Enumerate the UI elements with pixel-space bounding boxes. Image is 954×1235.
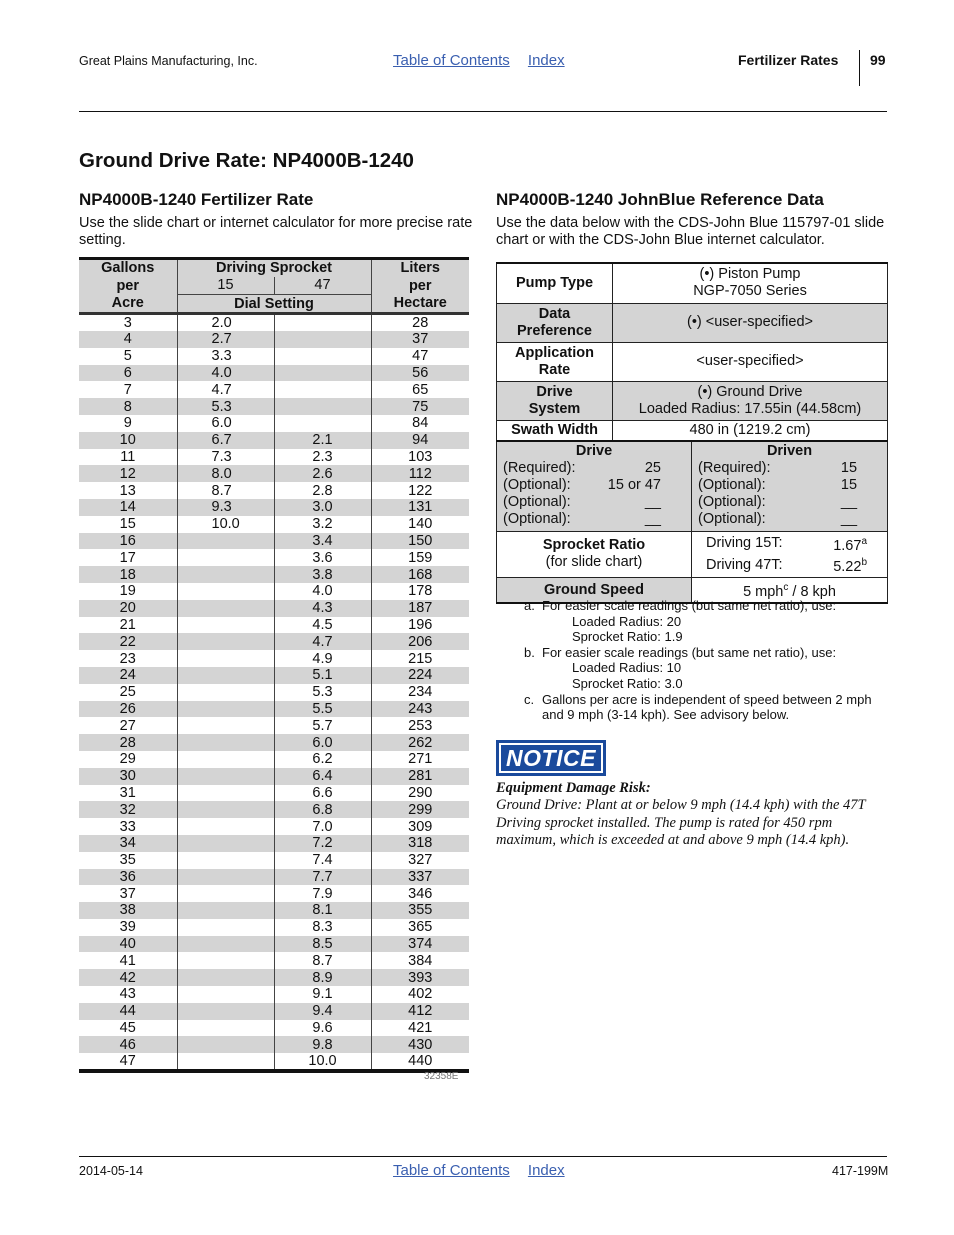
dial-15-cell: 6.0 <box>177 415 274 432</box>
dial-15-cell: 3.3 <box>177 348 274 365</box>
dial-15-cell <box>177 549 274 566</box>
dial-15-cell <box>177 869 274 886</box>
driven-row: (Required): 15 <box>698 460 881 477</box>
dial-47-cell: 7.7 <box>274 869 371 886</box>
table-row <box>79 617 469 634</box>
dial-15-cell: 10.0 <box>177 516 274 533</box>
dial-15-cell <box>177 583 274 600</box>
gallons-cell: 13 <box>79 482 177 499</box>
dial-47-cell: 9.4 <box>274 1003 371 1020</box>
gallons-cell: 10 <box>79 432 177 449</box>
dial-47-cell: 2.8 <box>274 482 371 499</box>
page-title: Ground Drive Rate: NP4000B-1240 <box>79 149 414 172</box>
table-row <box>79 533 469 550</box>
liters-cell: 28 <box>412 315 429 331</box>
gallons-cell: 43 <box>79 986 177 1003</box>
gallons-cell: 9 <box>79 415 177 432</box>
dial-47-cell: 8.3 <box>274 919 371 936</box>
notice-badge: NOTICE <box>496 740 606 776</box>
ground-speed-value: 5 mph$^c$ / 8 kph <box>692 578 888 603</box>
dial-47-cell: 10.0 <box>274 1053 371 1071</box>
liters-cell: 84 <box>412 415 429 432</box>
liters-cell: 318 <box>371 835 469 852</box>
gallons-cell: 42 <box>79 969 177 986</box>
application-rate-value: <user-specified> <box>613 342 888 381</box>
gallons-cell: 46 <box>79 1036 177 1053</box>
dial-15-cell <box>177 902 274 919</box>
dial-47-cell: 5.5 <box>274 701 371 718</box>
document-number: 417-199M <box>832 1164 889 1178</box>
dial-15-cell <box>177 734 274 751</box>
table-row <box>79 919 469 936</box>
footer-rule <box>79 1156 887 1157</box>
dial-47-cell <box>274 381 371 398</box>
dial-15-cell <box>177 600 274 617</box>
dial-47-cell: 2.3 <box>274 449 371 466</box>
dial-47-cell: 4.3 <box>274 600 371 617</box>
drive-row: (Optional): __ <box>503 511 685 528</box>
dial-47-cell <box>274 365 371 382</box>
dial-47-cell <box>274 398 371 415</box>
gallons-cell: 16 <box>79 533 177 550</box>
dial-15-cell: 4.0 <box>177 365 274 382</box>
gallons-cell: 21 <box>79 617 177 634</box>
gallons-cell: 3 <box>79 314 177 332</box>
liters-cell: 281 <box>371 768 469 785</box>
gallons-cell: 17 <box>79 549 177 566</box>
dial-15-cell <box>177 801 274 818</box>
table-row <box>79 1053 469 1071</box>
dial-47-cell: 7.2 <box>274 835 371 852</box>
dial-15-cell <box>177 751 274 768</box>
dial-47-cell: 7.4 <box>274 852 371 869</box>
dial-15-cell <box>177 818 274 835</box>
figure-id: 32358E <box>424 1071 459 1082</box>
footer-nav <box>393 1162 579 1179</box>
liters-cell: 224 <box>371 667 469 684</box>
liters-cell: 178 <box>408 583 433 600</box>
dial-15-cell: 6.7 <box>177 432 274 449</box>
liters-cell: 150 <box>371 533 469 550</box>
company-name: Great Plains Manufacturing, Inc. <box>79 54 258 68</box>
liters-cell: 94 <box>371 432 469 449</box>
table-row <box>79 952 469 969</box>
dial-15-cell: 9.3 <box>177 499 274 516</box>
table-row <box>79 465 469 482</box>
liters-cell: 365 <box>408 919 433 936</box>
dial-15-cell <box>177 533 274 550</box>
liters-cell: 290 <box>408 784 433 801</box>
liters-cell: 393 <box>371 969 469 986</box>
liters-cell: 327 <box>408 852 433 869</box>
liters-cell: 262 <box>371 734 469 751</box>
col-liters-header-2: per <box>371 277 469 295</box>
dial-47-cell: 8.9 <box>274 969 371 986</box>
dial-47-cell: 6.0 <box>274 734 371 751</box>
dial-47-cell: 5.7 <box>274 717 371 734</box>
gallons-cell: 25 <box>79 684 177 701</box>
fertilizer-rate-table <box>79 257 469 1073</box>
sprocket-15-header: 15 <box>177 277 274 295</box>
gallons-cell: 33 <box>79 818 177 835</box>
gallons-cell: 47 <box>79 1053 177 1071</box>
drive-system-value: (•) Ground Drive Loaded Radius: 17.55in (44.58cm) <box>613 381 888 420</box>
gallons-cell: 22 <box>79 633 177 650</box>
table-row <box>79 331 469 348</box>
application-rate-label: Application Rate <box>497 342 613 381</box>
drive-row: (Required): 25 <box>503 460 685 477</box>
dial-47-cell: 4.7 <box>274 633 371 650</box>
dial-47-cell: 3.6 <box>274 549 371 566</box>
col-liters-header: Liters <box>371 259 469 277</box>
table-row <box>79 869 469 886</box>
dial-47-cell: 3.4 <box>274 533 371 550</box>
gallons-cell: 4 <box>79 331 177 348</box>
gallons-cell: 45 <box>79 1020 177 1037</box>
gallons-cell: 34 <box>79 835 177 852</box>
gallons-cell: 30 <box>79 768 177 785</box>
data-preference-value: (•) <user-specified> <box>613 303 888 342</box>
dial-47-cell: 3.2 <box>274 516 371 533</box>
dial-15-cell <box>177 885 274 902</box>
liters-cell: 75 <box>371 398 469 415</box>
dial-47-cell: 2.1 <box>274 432 371 449</box>
liters-cell: 440 <box>371 1053 469 1071</box>
liters-cell: 131 <box>371 499 469 516</box>
dial-15-cell <box>177 1003 274 1020</box>
drive-sprockets-cell <box>497 441 692 531</box>
liters-cell: 412 <box>371 1003 469 1020</box>
dial-47-cell: 5.3 <box>274 684 371 701</box>
driven-row: (Optional): __ <box>698 494 881 511</box>
liters-cell: 337 <box>371 869 469 886</box>
table-footnotes <box>520 598 890 723</box>
dial-15-cell: 5.3 <box>177 398 274 415</box>
dial-15-cell <box>177 986 274 1003</box>
section-name: Fertilizer Rates <box>738 52 839 68</box>
table-row <box>79 499 469 516</box>
dial-47-cell: 3.0 <box>274 499 371 516</box>
drive-sprockets-list <box>503 460 685 528</box>
dial-47-cell: 5.1 <box>274 667 371 684</box>
sprocket-ratio-label: Sprocket Ratio (for slide chart) <box>497 531 692 578</box>
gallons-cell: 29 <box>79 751 177 768</box>
drive-title: Drive <box>575 443 613 459</box>
dial-47-cell: 4.0 <box>274 583 371 600</box>
drive-row: (Optional): 15 or 47 <box>503 477 685 494</box>
liters-cell: 112 <box>371 465 469 482</box>
liters-cell: 402 <box>408 986 433 1003</box>
sprocket-47-header: 47 <box>274 277 371 295</box>
dial-47-cell: 6.2 <box>274 751 371 768</box>
dial-15-cell <box>177 667 274 684</box>
table-row <box>79 785 469 802</box>
col-gallons-header-2: per <box>79 277 177 295</box>
driven-sprockets-list <box>698 460 881 528</box>
table-row <box>79 415 469 432</box>
liters-cell: 355 <box>371 902 469 919</box>
equipment-damage-title: Equipment Damage Risk: <box>496 780 651 796</box>
equipment-damage-body: Ground Drive: Plant at or below 9 mph (14.4 kph) with the 47T Driving sprocket installed. The pump is rated for 450 rpm maximum, which is exceeded at and above 9 mph (14.4 kph). <box>496 797 866 848</box>
dial-setting-header: Dial Setting <box>177 295 371 314</box>
reference-data-title: NP4000B-1240 JohnBlue Reference Data <box>496 190 824 209</box>
table-row <box>79 449 469 466</box>
col-gallons-header: Gallons <box>79 259 177 277</box>
footer-toc-link[interactable]: Table of Contents <box>393 1162 510 1179</box>
table-row <box>79 650 469 667</box>
table-row <box>79 583 469 600</box>
driven-title: Driven <box>766 443 813 459</box>
table-row <box>79 936 469 953</box>
liters-cell: 421 <box>408 1020 433 1037</box>
dial-47-cell: 4.5 <box>274 617 371 634</box>
gallons-cell: 28 <box>79 734 177 751</box>
table-row <box>79 701 469 718</box>
gallons-cell: 18 <box>79 566 177 583</box>
dial-15-cell <box>177 650 274 667</box>
data-preference-label: Data Preference <box>497 303 613 342</box>
swath-width-value: 480 in (1219.2 cm) <box>613 420 888 441</box>
liters-cell: 346 <box>408 885 433 902</box>
gallons-cell: 20 <box>79 600 177 617</box>
index-link[interactable]: Index <box>527 52 565 69</box>
dial-47-cell: 2.6 <box>274 465 371 482</box>
liters-cell: 384 <box>408 952 433 969</box>
gallons-cell: 5 <box>79 348 177 365</box>
gallons-cell: 41 <box>79 952 177 969</box>
dial-15-cell: 7.3 <box>177 449 274 466</box>
table-row <box>79 432 469 449</box>
dial-47-cell: 6.4 <box>274 768 371 785</box>
table-row <box>79 1036 469 1053</box>
pump-type-label: Pump Type <box>497 263 613 303</box>
gallons-cell: 36 <box>79 869 177 886</box>
liters-cell: 187 <box>371 600 469 617</box>
header-rule <box>79 111 887 112</box>
drive-row: (Optional): __ <box>503 494 685 511</box>
liters-cell: 215 <box>408 650 433 667</box>
gallons-cell: 40 <box>79 936 177 953</box>
dial-15-cell <box>177 566 274 583</box>
dial-15-cell: 2.0 <box>177 314 274 332</box>
table-row <box>79 835 469 852</box>
dial-15-cell <box>177 1036 274 1053</box>
footer-index-link[interactable]: Index <box>527 1162 565 1179</box>
table-row <box>79 482 469 499</box>
gallons-cell: 19 <box>79 583 177 600</box>
table-row <box>79 348 469 365</box>
dial-15-cell <box>177 684 274 701</box>
footnote: a. For easier scale readings (but same net ratio), use: Loaded Radius: 20 Sprocket Ratio: 1.9 <box>524 598 837 645</box>
liters-cell: 196 <box>408 616 433 633</box>
swath-width-label: Swath Width <box>497 420 613 441</box>
ground-speed-label: Ground Speed <box>497 578 692 603</box>
fertilizer-rate-intro: Use the slide chart or internet calculator for more precise rate setting. <box>79 215 473 248</box>
dial-15-cell <box>177 969 274 986</box>
dial-47-cell: 9.6 <box>274 1020 371 1037</box>
dial-15-cell <box>177 835 274 852</box>
gallons-cell: 11 <box>79 449 177 466</box>
table-row <box>79 549 469 566</box>
table-row <box>79 516 469 533</box>
liters-cell: 122 <box>408 482 433 499</box>
page-number: 99 <box>870 52 886 68</box>
table-row <box>79 885 469 902</box>
liters-cell: 309 <box>408 818 433 835</box>
footnote: c. Gallons per acre is independent of speed between 2 mph and 9 mph (3-14 kph). See advisory below. <box>524 691 872 723</box>
liters-cell: 65 <box>412 381 429 398</box>
footnote: b. For easier scale readings (but same net ratio), use: Loaded Radius: 10 Sprocket Ratio: 3.0 <box>524 644 837 691</box>
gallons-cell: 23 <box>79 650 177 667</box>
table-row <box>79 314 469 332</box>
driven-sprockets-cell <box>692 441 888 531</box>
dial-47-cell: 7.9 <box>274 885 371 902</box>
table-row <box>79 633 469 650</box>
table-row <box>79 1003 469 1020</box>
gallons-cell: 8 <box>79 398 177 415</box>
table-row <box>79 902 469 919</box>
gallons-cell: 12 <box>79 465 177 482</box>
driving-sprocket-header: Driving Sprocket <box>177 259 371 277</box>
dial-15-cell: 8.7 <box>177 482 274 499</box>
gallons-cell: 32 <box>79 801 177 818</box>
liters-cell: 253 <box>408 717 433 734</box>
table-row <box>79 684 469 701</box>
table-row <box>79 381 469 398</box>
gallons-cell: 39 <box>79 919 177 936</box>
liters-cell: 206 <box>371 633 469 650</box>
dial-15-cell <box>177 919 274 936</box>
dial-47-cell: 6.8 <box>274 801 371 818</box>
gallons-cell: 24 <box>79 667 177 684</box>
liters-cell: 168 <box>371 566 469 583</box>
liters-cell: 140 <box>408 516 433 533</box>
table-row <box>79 986 469 1003</box>
gallons-cell: 35 <box>79 852 177 869</box>
liters-cell: 243 <box>371 701 469 718</box>
header-divider <box>859 50 860 86</box>
table-row <box>79 667 469 684</box>
table-row <box>79 566 469 583</box>
dial-15-cell <box>177 633 274 650</box>
toc-link[interactable]: Table of Contents <box>393 52 510 69</box>
dial-15-cell: 4.7 <box>177 381 274 398</box>
table-row <box>79 818 469 835</box>
reference-data-table <box>496 262 888 604</box>
gallons-cell: 31 <box>79 785 177 802</box>
table-row <box>79 768 469 785</box>
liters-cell: 374 <box>371 936 469 953</box>
dial-47-cell: 9.8 <box>274 1036 371 1053</box>
liters-cell: 299 <box>371 801 469 818</box>
dial-15-cell <box>177 1020 274 1037</box>
gallons-cell: 14 <box>79 499 177 516</box>
liters-cell: 234 <box>408 684 433 701</box>
dial-47-cell <box>274 415 371 432</box>
dial-47-cell: 8.5 <box>274 936 371 953</box>
liters-cell: 430 <box>371 1036 469 1053</box>
dial-15-cell <box>177 785 274 802</box>
dial-15-cell <box>177 952 274 969</box>
dial-47-cell: 4.9 <box>274 650 371 667</box>
liters-cell: 56 <box>371 365 469 382</box>
gallons-cell: 44 <box>79 1003 177 1020</box>
dial-47-cell <box>274 348 371 365</box>
dial-15-cell <box>177 1053 274 1071</box>
dial-47-cell <box>274 331 371 348</box>
dial-15-cell <box>177 852 274 869</box>
table-row <box>79 852 469 869</box>
liters-cell: 271 <box>408 751 433 768</box>
dial-15-cell: 8.0 <box>177 465 274 482</box>
liters-cell: 103 <box>408 448 433 465</box>
table-row <box>79 600 469 617</box>
gallons-cell: 37 <box>79 885 177 902</box>
footer-date: 2014-05-14 <box>79 1164 143 1178</box>
table-row <box>79 734 469 751</box>
dial-15-cell <box>177 936 274 953</box>
liters-cell: 37 <box>371 331 469 348</box>
dial-47-cell: 9.1 <box>274 986 371 1003</box>
sprocket-ratio-values: Driving 15T: 1.67$^a$ Driving 47T: 5.22$^b$ <box>692 531 888 578</box>
gallons-cell: 38 <box>79 902 177 919</box>
dial-47-cell: 8.1 <box>274 902 371 919</box>
dial-15-cell <box>177 717 274 734</box>
liters-cell: 47 <box>412 348 429 365</box>
driven-row: (Optional): 15 <box>698 477 881 494</box>
liters-cell: 159 <box>408 549 433 566</box>
dial-47-cell: 7.0 <box>274 818 371 835</box>
dial-47-cell: 8.7 <box>274 952 371 969</box>
gallons-cell: 15 <box>79 516 177 533</box>
reference-data-intro: Use the data below with the CDS-John Blue 115797-01 slide chart or with the CDS-John Blue internet calculator. <box>496 215 885 248</box>
gallons-cell: 26 <box>79 701 177 718</box>
gallons-cell: 7 <box>79 381 177 398</box>
drive-system-label: Drive System <box>497 381 613 420</box>
table-row <box>79 365 469 382</box>
dial-47-cell: 6.6 <box>274 785 371 802</box>
dial-15-cell <box>177 617 274 634</box>
table-row <box>79 1020 469 1037</box>
dial-15-cell <box>177 701 274 718</box>
col-gallons-header-3: Acre <box>79 295 177 314</box>
dial-47-cell: 3.8 <box>274 566 371 583</box>
driven-row: (Optional): __ <box>698 511 881 528</box>
header-nav <box>393 52 579 69</box>
col-liters-header-3: Hectare <box>371 295 469 314</box>
dial-15-cell <box>177 768 274 785</box>
table-row <box>79 398 469 415</box>
gallons-cell: 27 <box>79 717 177 734</box>
table-row <box>79 969 469 986</box>
fertilizer-rate-title: NP4000B-1240 Fertilizer Rate <box>79 190 314 209</box>
pump-type-value: (•) Piston Pump NGP-7050 Series <box>613 263 888 303</box>
dial-47-cell <box>274 314 371 332</box>
table-row <box>79 717 469 734</box>
dial-15-cell: 2.7 <box>177 331 274 348</box>
gallons-cell: 6 <box>79 365 177 382</box>
table-row <box>79 801 469 818</box>
table-row <box>79 751 469 768</box>
